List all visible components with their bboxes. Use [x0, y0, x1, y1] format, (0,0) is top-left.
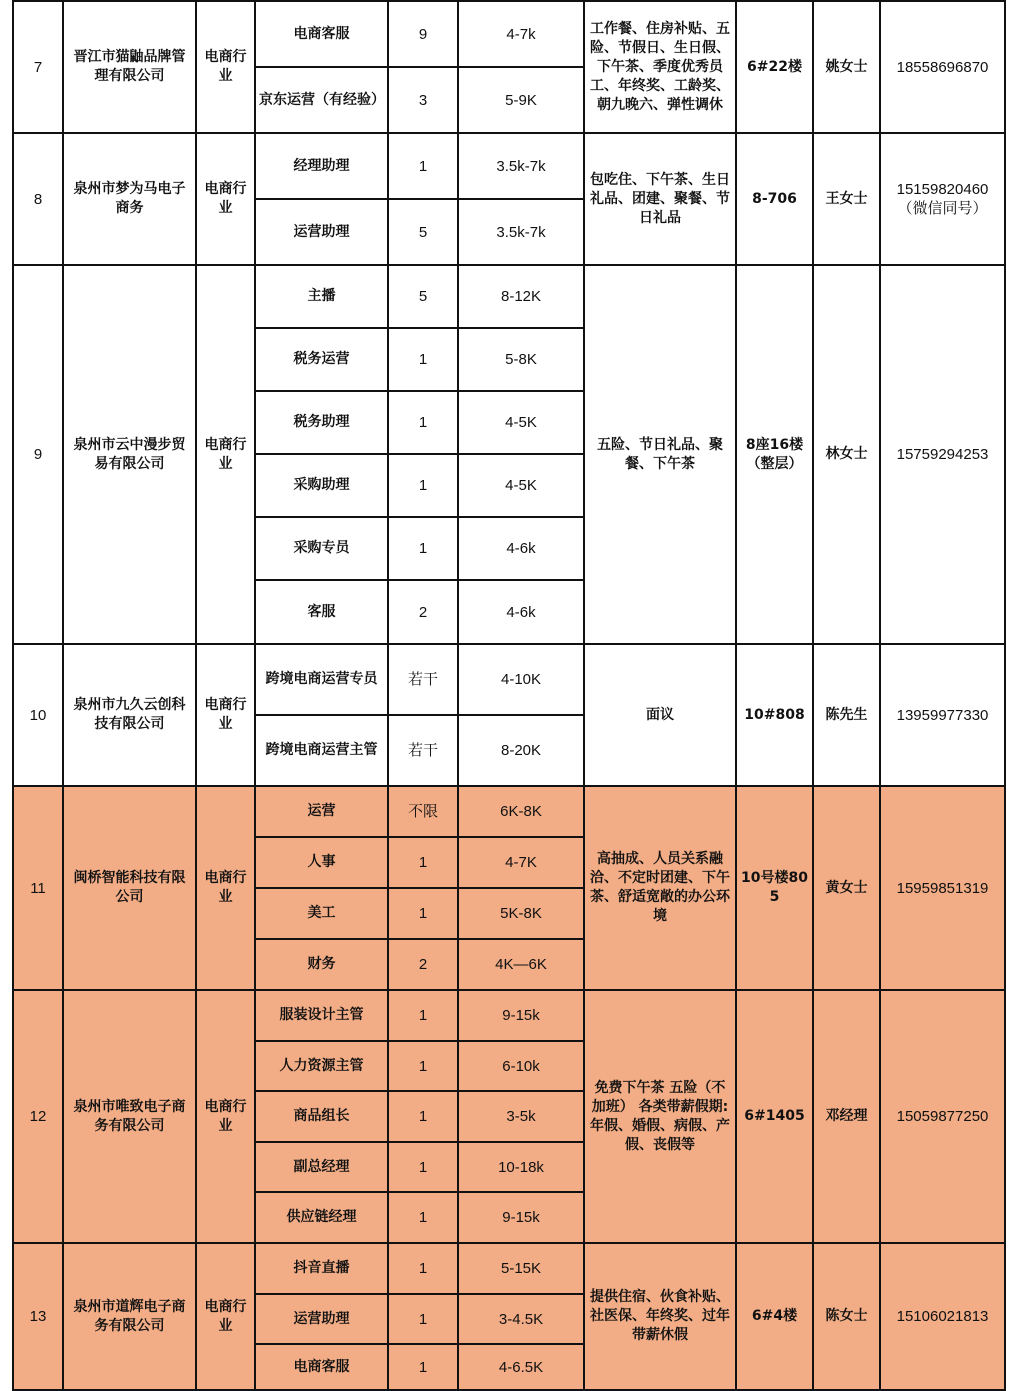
row-number: 7: [13, 1, 63, 133]
position-salary: 10-18k: [458, 1142, 584, 1192]
position-title: 京东运营（有经验）: [255, 67, 388, 133]
company-address: 6#4楼: [736, 1243, 813, 1390]
contact-phone: 18558696870: [880, 1, 1005, 133]
benefits: 高抽成、人员关系融洽、不定时团建、下午茶、舒适宽敞的办公环境: [584, 786, 736, 990]
position-count: 1: [388, 1142, 458, 1192]
company-name: 泉州市九久云创科技有限公司: [63, 644, 196, 786]
position-title: 跨境电商运营专员: [255, 644, 388, 715]
position-salary: 4-10K: [458, 644, 584, 715]
position-count: 1: [388, 391, 458, 454]
contact-phone: 15059877250: [880, 990, 1005, 1243]
contact-person: 黄女士: [813, 786, 880, 990]
benefits: 包吃住、下午茶、生日礼品、团建、聚餐、节日礼品: [584, 133, 736, 265]
position-title: 客服: [255, 580, 388, 644]
contact-phone: 15106021813: [880, 1243, 1005, 1390]
company-name: 闽桥智能科技有限公司: [63, 786, 196, 990]
table-row: [13, 265, 1005, 328]
position-salary: 4-7k: [458, 1, 584, 67]
position-salary: 6K-8K: [458, 786, 584, 837]
position-salary: 8-12K: [458, 265, 584, 328]
position-title: 电商客服: [255, 1344, 388, 1390]
position-title: 运营助理: [255, 1294, 388, 1344]
position-salary: 5-8K: [458, 328, 584, 391]
contact-phone: 15759294253: [880, 265, 1005, 644]
position-count: 9: [388, 1, 458, 67]
position-count: 1: [388, 1041, 458, 1091]
position-salary: 4-6k: [458, 517, 584, 580]
position-salary: 3.5k-7k: [458, 133, 584, 199]
industry: 电商行业: [196, 133, 255, 265]
position-title: 运营助理: [255, 199, 388, 265]
contact-person: 邓经理: [813, 990, 880, 1243]
position-count: 1: [388, 517, 458, 580]
benefits: 免费下午茶 五险（不加班） 各类带薪假期:年假、婚假、病假、产假、丧假等: [584, 990, 736, 1243]
contact-person: 林女士: [813, 265, 880, 644]
position-title: 服装设计主管: [255, 990, 388, 1041]
position-salary: 5K-8K: [458, 888, 584, 939]
position-salary: 9-15k: [458, 990, 584, 1041]
industry: 电商行业: [196, 265, 255, 644]
position-title: 税务运营: [255, 328, 388, 391]
position-title: 采购助理: [255, 454, 388, 517]
row-number: 10: [13, 644, 63, 786]
table-row: [13, 786, 1005, 837]
position-count: 2: [388, 580, 458, 644]
position-salary: 4-7K: [458, 837, 584, 888]
position-title: 电商客服: [255, 1, 388, 67]
position-salary: 3-5k: [458, 1091, 584, 1142]
position-count: 3: [388, 67, 458, 133]
position-title: 美工: [255, 888, 388, 939]
position-count: 1: [388, 454, 458, 517]
position-title: 跨境电商运营主管: [255, 715, 388, 786]
benefits: 工作餐、住房补贴、五险、节假日、生日假、下午茶、季度优秀员工、年终奖、工龄奖、朝九晚六、弹性调休: [584, 1, 736, 133]
table-row: [13, 644, 1005, 715]
position-salary: 8-20K: [458, 715, 584, 786]
position-count: 1: [388, 888, 458, 939]
position-count: 若干: [388, 715, 458, 786]
position-count: 1: [388, 990, 458, 1041]
position-salary: 4-6k: [458, 580, 584, 644]
position-title: 采购专员: [255, 517, 388, 580]
position-count: 1: [388, 1344, 458, 1390]
position-salary: 6-10k: [458, 1041, 584, 1091]
industry: 电商行业: [196, 990, 255, 1243]
position-title: 供应链经理: [255, 1192, 388, 1243]
position-salary: 4K—6K: [458, 939, 584, 990]
industry: 电商行业: [196, 1243, 255, 1390]
position-title: 人力资源主管: [255, 1041, 388, 1091]
position-title: 运营: [255, 786, 388, 837]
industry: 电商行业: [196, 644, 255, 786]
position-salary: 3-4.5K: [458, 1294, 584, 1344]
position-salary: 4-5K: [458, 391, 584, 454]
position-count: 5: [388, 199, 458, 265]
position-salary: 5-15K: [458, 1243, 584, 1294]
company-name: 晋江市猫鼬品牌管理有限公司: [63, 1, 196, 133]
position-salary: 5-9K: [458, 67, 584, 133]
benefits: 提供住宿、伙食补贴、社医保、年终奖、过年带薪休假: [584, 1243, 736, 1390]
position-title: 副总经理: [255, 1142, 388, 1192]
position-salary: 3.5k-7k: [458, 199, 584, 265]
company-name: 泉州市云中漫步贸易有限公司: [63, 265, 196, 644]
position-count: 1: [388, 1192, 458, 1243]
position-salary: 4-6.5K: [458, 1344, 584, 1390]
contact-person: 陈先生: [813, 644, 880, 786]
row-number: 12: [13, 990, 63, 1243]
position-salary: 4-5K: [458, 454, 584, 517]
contact-phone: 15959851319: [880, 786, 1005, 990]
benefits: 面议: [584, 644, 736, 786]
table-row: [13, 1243, 1005, 1294]
table-row: [13, 1, 1005, 67]
industry: 电商行业: [196, 1, 255, 133]
table-row: [13, 990, 1005, 1041]
company-name: 泉州市道辉电子商务有限公司: [63, 1243, 196, 1390]
industry: 电商行业: [196, 786, 255, 990]
benefits: 五险、节日礼品、聚餐、下午茶: [584, 265, 736, 644]
company-address: 6#22楼: [736, 1, 813, 133]
company-name: 泉州市梦为马电子商务: [63, 133, 196, 265]
position-count: 1: [388, 133, 458, 199]
company-address: 10号楼805: [736, 786, 813, 990]
job-listing-table: [12, 0, 1006, 1391]
contact-person: 陈女士: [813, 1243, 880, 1390]
company-address: 10#808: [736, 644, 813, 786]
position-count: 不限: [388, 786, 458, 837]
table-row: [13, 133, 1005, 199]
position-count: 1: [388, 837, 458, 888]
company-address: 6#1405: [736, 990, 813, 1243]
row-number: 8: [13, 133, 63, 265]
company-name: 泉州市唯致电子商务有限公司: [63, 990, 196, 1243]
position-count: 1: [388, 328, 458, 391]
position-title: 财务: [255, 939, 388, 990]
position-title: 经理助理: [255, 133, 388, 199]
position-salary: 9-15k: [458, 1192, 584, 1243]
company-address: 8座16楼（整层）: [736, 265, 813, 644]
position-title: 商品组长: [255, 1091, 388, 1142]
position-count: 1: [388, 1091, 458, 1142]
position-count: 1: [388, 1294, 458, 1344]
position-title: 主播: [255, 265, 388, 328]
contact-person: 王女士: [813, 133, 880, 265]
position-count: 2: [388, 939, 458, 990]
position-count: 5: [388, 265, 458, 328]
position-title: 抖音直播: [255, 1243, 388, 1294]
company-address: 8-706: [736, 133, 813, 265]
contact-person: 姚女士: [813, 1, 880, 133]
position-title: 税务助理: [255, 391, 388, 454]
row-number: 13: [13, 1243, 63, 1390]
position-count: 若干: [388, 644, 458, 715]
position-title: 人事: [255, 837, 388, 888]
row-number: 9: [13, 265, 63, 644]
contact-phone: 15159820460（微信同号）: [880, 133, 1005, 265]
position-count: 1: [388, 1243, 458, 1294]
contact-phone: 13959977330: [880, 644, 1005, 786]
row-number: 11: [13, 786, 63, 990]
